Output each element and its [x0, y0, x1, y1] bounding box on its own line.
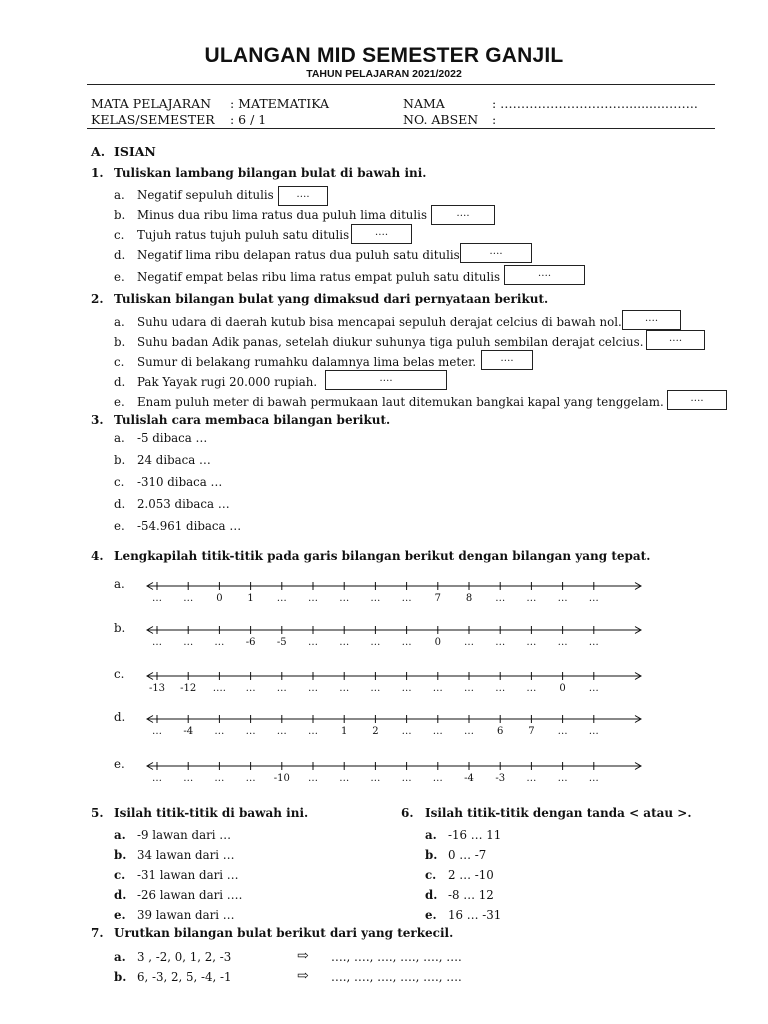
numline-label[interactable]: … — [464, 683, 474, 694]
numline-label[interactable]: … — [526, 683, 537, 694]
q5-number: 5. — [91, 806, 104, 820]
q2-b-answer-box[interactable]: …. — [646, 330, 705, 350]
q7-b-numbers: 6, -3, 2, 5, -4, -1 — [137, 970, 232, 984]
q7-a-letter: a. — [114, 950, 126, 964]
q5-d-text[interactable]: -26 lawan dari …. — [137, 888, 243, 902]
numline-label: -4 — [183, 726, 194, 737]
q5-text: Isilah titik-titik di bawah ini. — [114, 806, 309, 820]
nama-field[interactable]: : …………………………..........…….. — [492, 96, 698, 111]
numline-label[interactable]: … — [588, 593, 599, 604]
numline-label[interactable]: … — [245, 683, 256, 694]
arrow-right-icon: ⇨ — [297, 968, 309, 984]
numline-label[interactable]: … — [432, 683, 443, 694]
q7-b-letter: b. — [114, 970, 127, 984]
numline-label[interactable]: … — [308, 726, 318, 737]
q6-e-text[interactable]: 16 … -31 — [448, 908, 502, 922]
q3-a-letter: a. — [114, 431, 125, 445]
q3-number: 3. — [91, 413, 104, 427]
numline-label[interactable]: … — [495, 593, 506, 604]
numline-label[interactable]: … — [245, 726, 256, 737]
q1-d-answer-box[interactable]: …. — [460, 243, 532, 263]
numline-label: 7 — [528, 726, 535, 737]
q6-c-text[interactable]: 2 … -10 — [448, 868, 494, 882]
numline-label: -3 — [495, 773, 506, 784]
numline-letter: b. — [114, 621, 126, 635]
q3-a-text[interactable]: -5 dibaca … — [137, 431, 208, 445]
q6-number: 6. — [401, 806, 414, 820]
numline-label[interactable]: … — [214, 637, 225, 648]
numline-letter: a. — [114, 577, 125, 591]
numline-label: -13 — [148, 683, 166, 694]
numline-label[interactable]: … — [401, 683, 412, 694]
q5-a-letter: a. — [114, 828, 126, 842]
numline-label[interactable]: … — [183, 637, 194, 648]
q6-c-letter: c. — [425, 868, 437, 882]
q2-a-text: Suhu udara di daerah kutub bisa mencapai sepuluh derajat celcius di bawah nol. — [137, 315, 622, 329]
q1-b-text: Minus dua ribu lima ratus dua puluh lima ditulis — [137, 208, 428, 222]
q5-e-letter: e. — [114, 908, 126, 922]
numline-label[interactable]: … — [152, 773, 162, 784]
numline-label[interactable]: … — [464, 726, 474, 737]
numline-label[interactable]: … — [495, 637, 506, 648]
numline-label[interactable]: … — [401, 726, 412, 737]
numline-label: 0 — [559, 683, 566, 694]
arrow-right-icon: ⇨ — [297, 948, 309, 964]
numline-label: 8 — [465, 593, 473, 604]
numline-label: 2 — [372, 726, 379, 737]
q1-e-answer-box[interactable]: …. — [504, 265, 585, 285]
q3-d-text[interactable]: 2.053 dibaca … — [137, 497, 230, 511]
q3-c-text[interactable]: -310 dibaca … — [137, 475, 223, 489]
q7-a-numbers: 3 , -2, 0, 1, 2, -3 — [137, 950, 232, 964]
numline-label: 1 — [247, 593, 254, 604]
numline-label[interactable]: … — [557, 726, 568, 737]
numline-label[interactable]: … — [401, 593, 412, 604]
q2-e-text: Enam puluh meter di bawah permukaan laut ditemukan bangkai kapal yang tenggelam. — [137, 395, 664, 409]
q2-b-letter: b. — [114, 335, 126, 349]
numline-label[interactable]: … — [276, 683, 287, 694]
numline-label: 0 — [434, 637, 441, 648]
numline-label[interactable]: … — [401, 637, 412, 648]
q1-a-letter: a. — [114, 188, 125, 202]
q2-a-answer-box[interactable]: …. — [622, 310, 681, 330]
q6-d-text[interactable]: -8 … 12 — [448, 888, 494, 902]
q1-b-letter: b. — [114, 208, 126, 222]
q2-d-letter: d. — [114, 375, 126, 389]
mapel-value: : MATEMATIKA — [230, 96, 330, 111]
q5-a-text[interactable]: -9 lawan dari … — [137, 828, 232, 842]
numline-label[interactable]: … — [214, 773, 225, 784]
numline-label[interactable]: … — [588, 773, 599, 784]
q2-c-answer-box[interactable]: …. — [481, 350, 533, 370]
numline-label[interactable]: … — [183, 593, 194, 604]
q3-b-letter: b. — [114, 453, 126, 467]
numline-letter: e. — [114, 757, 125, 771]
kelas-value: : 6 / 1 — [230, 112, 267, 127]
numline-label: 0 — [216, 593, 223, 604]
numline-label[interactable]: … — [464, 637, 474, 648]
numline-label[interactable]: … — [526, 637, 537, 648]
q5-c-letter: c. — [114, 868, 126, 882]
absen-field[interactable]: : — [492, 112, 497, 127]
q2-e-answer-box[interactable]: …. — [667, 390, 727, 410]
q1-a-text: Negatif sepuluh ditulis — [137, 188, 274, 202]
numline-label: -10 — [273, 773, 290, 784]
numline-label[interactable]: … — [276, 726, 287, 737]
q4-number: 4. — [91, 549, 104, 563]
numline-label[interactable]: … — [276, 593, 287, 604]
q2-b-text: Suhu badan Adik panas, setelah diukur suhunya tiga puluh sembilan derajat celcius. — [137, 335, 644, 349]
q7-a-answer[interactable]: …., …., …., …., …., …. — [331, 950, 462, 964]
q7-text: Urutkan bilangan bulat berikut dari yang terkecil. — [114, 926, 454, 940]
absen-label: NO. ABSEN — [403, 112, 479, 127]
q6-a-letter: a. — [425, 828, 437, 842]
q1-c-answer-box[interactable]: …. — [351, 224, 412, 244]
q4-text: Lengkapilah titik-titik pada garis bilangan berikut dengan bilangan yang tepat. — [114, 549, 651, 563]
numline-label[interactable]: … — [588, 726, 599, 737]
q6-e-letter: e. — [425, 908, 437, 922]
q2-text: Tuliskan bilangan bulat yang dimaksud dari pernyataan berikut. — [114, 292, 549, 306]
numline-label[interactable]: … — [370, 683, 381, 694]
numline-label[interactable]: … — [245, 773, 256, 784]
q3-e-letter: e. — [114, 519, 125, 533]
q5-e-text[interactable]: 39 lawan dari … — [137, 908, 235, 922]
numline-label[interactable]: … — [339, 593, 350, 604]
numline-label[interactable]: … — [526, 773, 537, 784]
numline-label: -6 — [245, 637, 256, 648]
numline-label[interactable]: … — [432, 773, 443, 784]
numline-label[interactable]: … — [339, 683, 350, 694]
numline-label[interactable]: … — [308, 637, 318, 648]
numline-label: 6 — [497, 726, 504, 737]
q7-b-answer[interactable]: …., …., …., …., …., …. — [331, 970, 462, 984]
q1-d-letter: d. — [114, 248, 126, 262]
page-subtitle: TAHUN PELAJARAN 2021/2022 — [306, 68, 462, 80]
numline-label[interactable]: … — [339, 637, 350, 648]
numline-label[interactable]: … — [183, 773, 194, 784]
q5-d-letter: d. — [114, 888, 127, 902]
numline-label[interactable]: … — [495, 683, 506, 694]
q2-e-letter: e. — [114, 395, 125, 409]
nama-label: NAMA — [403, 96, 445, 111]
q1-d-text: Negatif lima ribu delapan ratus dua puluh satu ditulis — [137, 248, 460, 262]
q1-a-answer-box[interactable]: …. — [278, 186, 328, 206]
q3-text: Tulislah cara membaca bilangan berikut. — [114, 413, 391, 427]
q2-d-answer-box[interactable]: …. — [325, 370, 447, 390]
numline-label: -4 — [464, 773, 474, 784]
numline-letter: c. — [114, 667, 125, 681]
q6-b-text[interactable]: 0 … -7 — [448, 848, 487, 862]
numline-label[interactable]: … — [432, 726, 443, 737]
q3-e-text[interactable]: -54.961 dibaca … — [137, 519, 242, 533]
q2-c-text: Sumur di belakang rumahku dalamnya lima belas meter. — [137, 355, 477, 369]
q7-number: 7. — [91, 926, 104, 940]
numline-label[interactable]: … — [214, 726, 225, 737]
q5-b-letter: b. — [114, 848, 127, 862]
numline-label: 1 — [341, 726, 348, 737]
numline-label[interactable]: … — [401, 773, 412, 784]
numline-label: -5 — [276, 637, 287, 648]
numline-label: 7 — [434, 593, 441, 604]
q2-a-letter: a. — [114, 315, 125, 329]
q5-c-text[interactable]: -31 lawan dari … — [137, 868, 239, 882]
numline-label[interactable]: … — [370, 773, 381, 784]
q2-number: 2. — [91, 292, 104, 306]
q3-b-text[interactable]: 24 dibaca … — [137, 453, 211, 467]
section-a-title: ISIAN — [114, 144, 156, 159]
numline-label[interactable]: … — [588, 683, 599, 694]
q1-number: 1. — [91, 166, 104, 180]
q6-text: Isilah titik-titik dengan tanda < atau >. — [425, 806, 692, 820]
numline-label[interactable]: … — [308, 683, 318, 694]
numline-label[interactable]: … — [370, 637, 381, 648]
numline-label[interactable]: … — [308, 593, 318, 604]
numline-label[interactable]: … — [557, 637, 568, 648]
q3-c-letter: c. — [114, 475, 125, 489]
numline-label[interactable]: … — [557, 773, 568, 784]
q1-e-letter: e. — [114, 270, 125, 284]
mapel-label: MATA PELAJARAN — [91, 96, 212, 111]
numline-label[interactable]: … — [152, 593, 162, 604]
numline-label[interactable]: … — [370, 593, 381, 604]
section-a-letter: A. — [91, 144, 106, 159]
page-title: ULANGAN MID SEMESTER GANJIL — [204, 44, 564, 67]
q1-e-text: Negatif empat belas ribu lima ratus empat puluh satu ditulis — [137, 270, 501, 284]
q2-c-letter: c. — [114, 355, 125, 369]
q1-c-text: Tujuh ratus tujuh puluh satu ditulis — [137, 228, 350, 242]
q1-b-answer-box[interactable]: …. — [431, 205, 495, 225]
q1-text: Tuliskan lambang bilangan bulat di bawah ini. — [114, 166, 427, 180]
numline-label[interactable]: …. — [212, 683, 226, 694]
q1-c-letter: c. — [114, 228, 125, 242]
numline-label[interactable]: … — [152, 637, 162, 648]
q6-a-text[interactable]: -16 … 11 — [448, 828, 502, 842]
numline-label[interactable]: … — [339, 773, 350, 784]
numline-label[interactable]: … — [526, 593, 537, 604]
numline-letter: d. — [114, 710, 126, 724]
numline-label[interactable]: … — [308, 773, 318, 784]
q5-b-text[interactable]: 34 lawan dari … — [137, 848, 235, 862]
q6-d-letter: d. — [425, 888, 438, 902]
kelas-label: KELAS/SEMESTER — [91, 112, 215, 127]
q6-b-letter: b. — [425, 848, 438, 862]
q2-d-text: Pak Yayak rugi 20.000 rupiah. — [137, 375, 318, 389]
numline-label[interactable]: … — [152, 726, 162, 737]
numline-label: -12 — [180, 683, 197, 694]
numline-label[interactable]: … — [588, 637, 599, 648]
numline-label[interactable]: … — [557, 593, 568, 604]
q3-d-letter: d. — [114, 497, 126, 511]
